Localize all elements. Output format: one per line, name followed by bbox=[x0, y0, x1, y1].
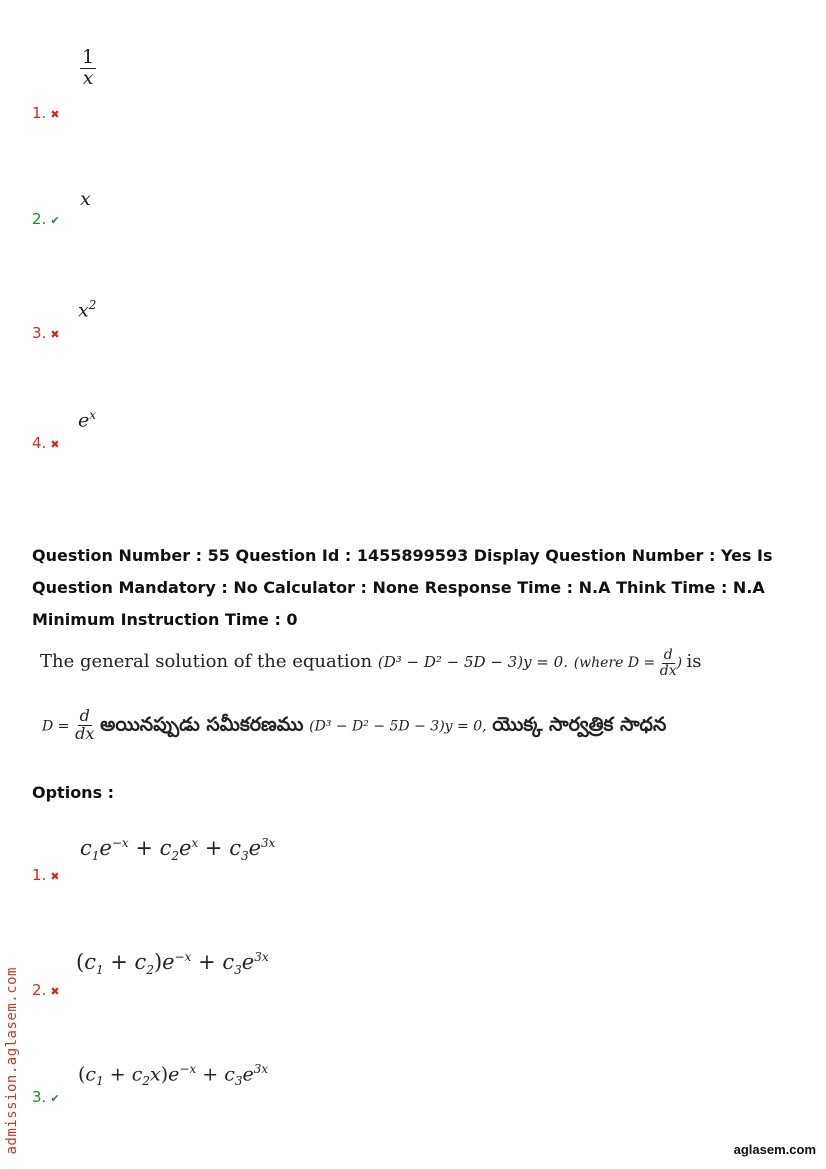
where-clause bbox=[573, 647, 687, 679]
fraction-numerator: 1 bbox=[82, 46, 95, 68]
wrong-icon: ✖ bbox=[50, 438, 60, 451]
prev-option-1-math bbox=[80, 48, 96, 89]
option-number: 2. bbox=[32, 981, 47, 999]
question-equation: (D³ − D² − 5D − 3)y = 0. bbox=[377, 653, 568, 672]
fraction-numerator: d bbox=[79, 706, 90, 725]
fraction-denominator: dx bbox=[75, 723, 95, 743]
question-suffix: is bbox=[686, 651, 702, 673]
option-3-math: $(c_1 + c_2x)e^{-x} + c_3e^{3x}$ bbox=[78, 1062, 269, 1089]
math-base: x bbox=[78, 299, 89, 322]
math-exponent: x bbox=[89, 408, 97, 422]
telugu-text-end: యొక్క సార్వత్రిక సాధన bbox=[492, 713, 667, 736]
wrong-icon: ✖ bbox=[50, 870, 60, 883]
fraction-denominator: dx bbox=[659, 662, 677, 679]
prev-option-3-math bbox=[78, 298, 96, 321]
wrong-icon: ✖ bbox=[50, 108, 60, 121]
question-prefix: The general solution of the equation bbox=[40, 651, 373, 673]
telugu-equation: (D³ − D² − 5D − 3)y = 0, bbox=[309, 718, 487, 735]
watermark: admission.aglasem.com bbox=[4, 967, 20, 1155]
math-exponent: 2 bbox=[88, 298, 97, 312]
option-2-math: $(c_1 + c_2)e^{-x} + c_3e^{3x}$ bbox=[76, 950, 269, 978]
fraction-numerator: d bbox=[663, 647, 673, 663]
prev-option-2-label bbox=[32, 210, 60, 228]
option-2-label bbox=[32, 981, 60, 999]
wrong-icon: ✖ bbox=[50, 985, 60, 998]
prev-option-2-math bbox=[80, 188, 91, 210]
telugu-text: అయినప్పుడు సమీకరణము bbox=[100, 713, 304, 736]
question-text-english bbox=[40, 648, 702, 678]
prev-option-4-label bbox=[32, 434, 60, 452]
option-number: 3. bbox=[32, 1088, 47, 1106]
brand-footer: aglasem.com bbox=[733, 1142, 816, 1157]
option-number: 4. bbox=[32, 434, 47, 452]
question-text-telugu bbox=[42, 708, 666, 743]
prev-option-4-math bbox=[78, 408, 96, 431]
math-expression: x bbox=[80, 188, 91, 210]
option-3-label bbox=[32, 1088, 60, 1106]
options-label: Options : bbox=[32, 783, 115, 802]
where-open: (where D = bbox=[573, 655, 656, 672]
option-number: 2. bbox=[32, 210, 47, 228]
option-number: 3. bbox=[32, 324, 47, 342]
correct-icon: ✔ bbox=[50, 214, 60, 227]
telugu-lhs: D = bbox=[42, 718, 70, 735]
prev-option-3-label bbox=[32, 324, 60, 342]
question-metadata: Question Number : 55 Question Id : 1455899593 Display Question Number : Yes Is Question Mandatory : No Calculator : None Response Time : N.A Think Time : N.A Minimum Instruction Time : 0 bbox=[32, 546, 773, 629]
wrong-icon: ✖ bbox=[50, 328, 60, 341]
correct-icon: ✔ bbox=[50, 1092, 60, 1105]
fraction-denominator: x bbox=[82, 66, 94, 89]
option-number: 1. bbox=[32, 104, 47, 122]
where-close: ) bbox=[676, 655, 683, 672]
option-1-math: $c_1e^{-x} + c_2e^x + c_3e^{3x}$ bbox=[80, 836, 276, 864]
option-number: 1. bbox=[32, 866, 47, 884]
math-base: e bbox=[78, 409, 90, 432]
option-1-label bbox=[32, 866, 60, 884]
prev-option-1-label bbox=[32, 104, 60, 122]
